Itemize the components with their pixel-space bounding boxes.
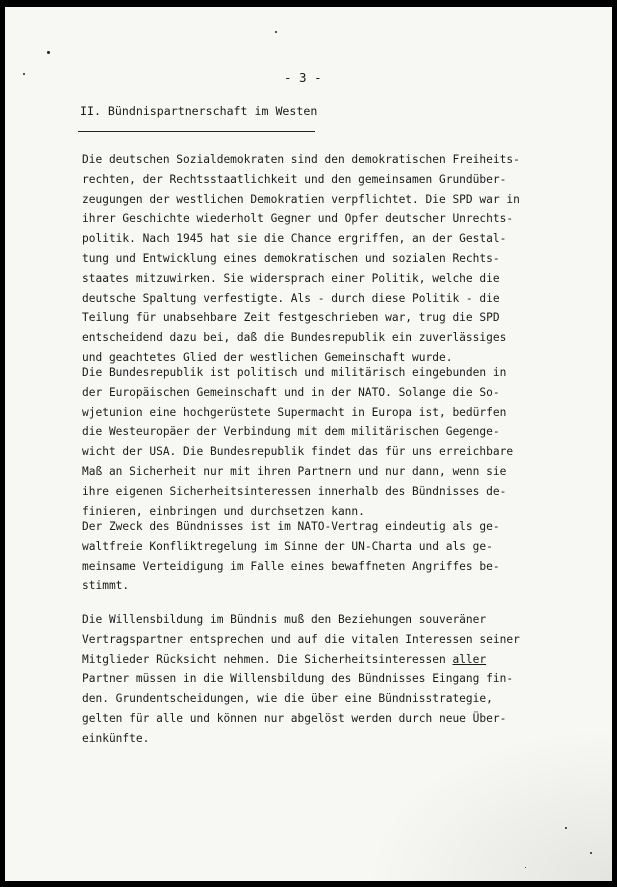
text-fragment: Mitglieder Rücksicht nehmen. Die Sicherheitsinteressen	[82, 652, 453, 666]
text-line: tung und Entwicklung eines demokratischen und sozialen Rechts-	[82, 251, 500, 265]
text-line: die Westeuropäer der Verbindung mit dem militärischen Gegenge-	[82, 425, 500, 439]
text-line: einkünfte.	[82, 731, 150, 745]
section-heading: II. Bündnispartnerschaft im Westen	[80, 104, 318, 118]
text-line: ihrer Geschichte wiederholt Gegner und Opfer deutscher Unrechts-	[82, 212, 514, 226]
scan-speckle	[23, 73, 25, 75]
scan-speckle	[275, 31, 277, 33]
text-line: entscheidend dazu bei, daß die Bundesrepublik ein zuverlässiges	[82, 331, 507, 345]
paragraph-3	[82, 517, 500, 596]
text-line: Maß an Sicherheit nur mit ihren Partnern und nur dann, wenn sie	[82, 464, 507, 478]
text-line: Teilung für unabsehbare Zeit festgeschrieben war, trug die SPD	[82, 311, 500, 325]
text-line: Vertragspartner entsprechen und auf die vitalen Interessen seiner	[82, 632, 520, 646]
scan-speckle	[47, 51, 50, 54]
text-line: Die Willensbildung im Bündnis muß den Beziehungen souveräner	[82, 613, 487, 626]
text-line: und geachtetes Glied der westlichen Gemeinschaft wurde.	[82, 350, 453, 364]
paragraph-1	[82, 150, 520, 368]
text-line: zeugungen der westlichen Demokratien verpflichtet. Die SPD war in	[82, 192, 520, 206]
underlined-word: aller	[452, 652, 487, 666]
text-line: wicht der USA. Die Bundesrepublik findet das für uns erreichbare	[82, 445, 514, 459]
text-line: Der Zweck des Bündnisses ist im NATO-Vertrag eindeutig als ge-	[82, 520, 500, 533]
text-line: meinsame Verteidigung im Falle eines bewaffneten Angriffes be-	[82, 559, 500, 573]
paragraph-4	[82, 610, 520, 749]
document-page	[5, 7, 612, 881]
text-line-with-emphasis	[82, 650, 520, 670]
text-line: der Europäischen Gemeinschaft und in der NATO. Solange die So-	[82, 385, 500, 399]
text-line: rechten, der Rechtsstaatlichkeit und den gemeinsamen Grundüber-	[82, 172, 507, 186]
heading-underline	[78, 131, 315, 132]
text-line: deutsche Spaltung verfestigte. Als - durch diese Politik - die	[82, 291, 500, 305]
text-line: gelten für alle und können nur abgelöst werden durch neue Über-	[82, 711, 507, 725]
paragraph-2	[82, 363, 513, 521]
text-line: Die deutschen Sozialdemokraten sind den demokratischen Freiheits-	[82, 153, 520, 166]
text-line: waltfreie Konfliktregelung im Sinne der UN-Charta und als ge-	[82, 539, 493, 553]
text-line: Partner müssen in die Willensbildung des Bündnisses Eingang fin-	[82, 672, 514, 686]
text-line: finieren, einbringen und durchsetzen kann.	[82, 504, 365, 518]
text-line: den. Grundentscheidungen, wie die über eine Bündnisstrategie,	[82, 692, 493, 706]
scan-grain	[365, 727, 612, 881]
text-line: wjetunion eine hochgerüstete Supermacht in Europa ist, bedürfen	[82, 405, 507, 419]
text-line: Die Bundesrepublik ist politisch und militärisch eingebunden in	[82, 366, 507, 379]
text-line: staates mitzuwirken. Sie widersprach einer Politik, welche die	[82, 271, 500, 285]
text-line: stimmt.	[82, 579, 130, 593]
text-line: politik. Nach 1945 hat sie die Chance ergriffen, an der Gestal-	[82, 232, 507, 246]
page-number: - 3 -	[284, 70, 322, 85]
text-line: ihre eigenen Sicherheitsinteressen innerhalb des Bündnisses de-	[82, 484, 507, 498]
